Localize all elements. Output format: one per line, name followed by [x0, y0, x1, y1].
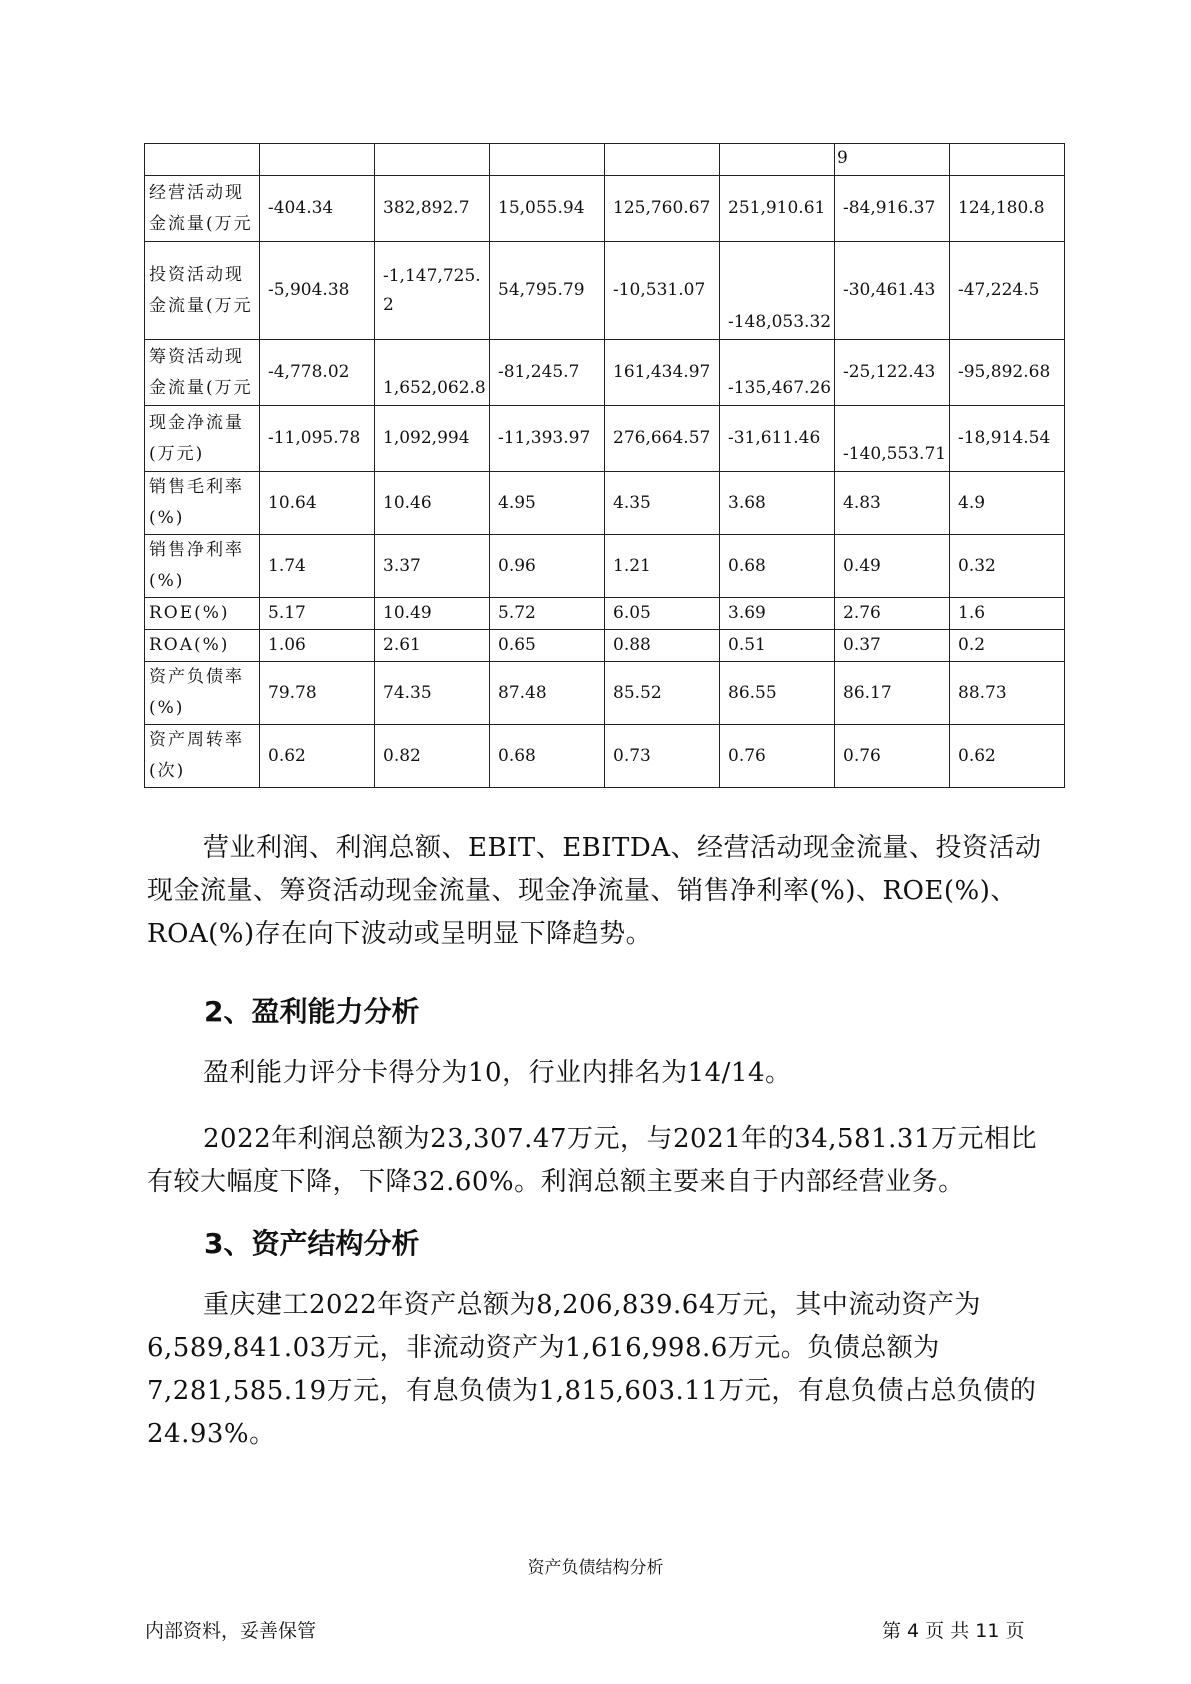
table-cell: 0.76 — [835, 725, 950, 788]
table-row — [145, 176, 1065, 242]
table-cell: -10,531.07 — [605, 242, 720, 340]
table-cell: 0.62 — [260, 725, 375, 788]
table-cell: 0.82 — [375, 725, 490, 788]
table-cell — [720, 144, 835, 176]
row-label: 资产负债率(%) — [145, 662, 260, 725]
table-cell: 4.95 — [490, 472, 605, 535]
table-cell: -84,916.37 — [835, 176, 950, 242]
table-cell: -31,611.46 — [720, 406, 835, 472]
table-cell: -47,224.5 — [950, 242, 1065, 340]
table-cell: 9 — [835, 144, 950, 176]
table-cell: 4.83 — [835, 472, 950, 535]
table-cell — [950, 144, 1065, 176]
table-cell: 86.17 — [835, 662, 950, 725]
table-cell: 124,180.8 — [950, 176, 1065, 242]
row-label: 资产周转率(次) — [145, 725, 260, 788]
table-cell: 0.32 — [950, 535, 1065, 598]
section-heading-asset-structure: 3、资产结构分析 — [204, 1227, 420, 1260]
table-cell: -148,053.32 — [720, 242, 835, 340]
table-cell: 79.78 — [260, 662, 375, 725]
table-cell: 2.61 — [375, 630, 490, 662]
table-cell: 5.72 — [490, 598, 605, 630]
table-cell: -5,904.38 — [260, 242, 375, 340]
table-cell: 0.88 — [605, 630, 720, 662]
table-cell: -135,467.26 — [720, 340, 835, 406]
summary-paragraph: 营业利润、利润总额、EBIT、EBITDA、经营活动现金流量、投资活动现金流量、筹资活动现金流量、现金净流量、销售净利率(%)、ROE(%)、ROA(%)存在向下波动或呈明显下降趋势。 — [147, 833, 1042, 949]
table-row — [145, 535, 1065, 598]
table-cell: 74.35 — [375, 662, 490, 725]
table-cell: 251,910.61 — [720, 176, 835, 242]
table-cell: 86.55 — [720, 662, 835, 725]
asset-structure-paragraph: 重庆建工2022年资产总额为8,206,839.64万元，其中流动资产为6,589,841.03万元，非流动资产为1,616,998.6万元。负债总额为7,281,585.19万元，有息负债为1,815,603.11万元，有息负债占总负债的24.93%。 — [147, 1290, 1037, 1449]
row-label: ROA(%) — [145, 630, 260, 662]
table-cell: 2.76 — [835, 598, 950, 630]
table-cell: 0.73 — [605, 725, 720, 788]
table-cell: 1.74 — [260, 535, 375, 598]
footer-confidential-note: 内部资料，妥善保管 — [145, 1620, 317, 1642]
table-cell — [260, 144, 375, 176]
table-cell: -30,461.43 — [835, 242, 950, 340]
table-cell: 4.9 — [950, 472, 1065, 535]
table-cell: -404.34 — [260, 176, 375, 242]
table-cell: 0.76 — [720, 725, 835, 788]
table-row — [145, 630, 1065, 662]
table-cell — [605, 144, 720, 176]
table-cell: 0.96 — [490, 535, 605, 598]
profit-total-paragraph: 2022年利润总额为23,307.47万元，与2021年的34,581.31万元相比有较大幅度下降，下降32.60%。利润总额主要来自于内部经营业务。 — [147, 1124, 1037, 1197]
table-cell: 161,434.97 — [605, 340, 720, 406]
table-cell: 10.64 — [260, 472, 375, 535]
table-cell: -4,778.02 — [260, 340, 375, 406]
table-cell: -11,095.78 — [260, 406, 375, 472]
table-cell: 0.65 — [490, 630, 605, 662]
table-row — [145, 598, 1065, 630]
table-row — [145, 725, 1065, 788]
table-cell: -1,147,725.2 — [375, 242, 490, 340]
chart-caption: 资产负债结构分析 — [527, 1558, 664, 1578]
profitability-score-paragraph: 盈利能力评分卡得分为10，行业内排名为14/14。 — [203, 1058, 792, 1088]
table-cell: 0.51 — [720, 630, 835, 662]
table-cell: 87.48 — [490, 662, 605, 725]
row-label: 投资活动现金流量(万元 — [145, 242, 260, 340]
table-cell: 1.6 — [950, 598, 1065, 630]
table-cell: 382,892.7 — [375, 176, 490, 242]
table-cell: 3.37 — [375, 535, 490, 598]
table-cell — [375, 144, 490, 176]
table-cell: 5.17 — [260, 598, 375, 630]
row-label: ROE(%) — [145, 598, 260, 630]
row-label: 销售毛利率(%) — [145, 472, 260, 535]
table-cell: 0.2 — [950, 630, 1065, 662]
row-label: 筹资活动现金流量(万元 — [145, 340, 260, 406]
table-cell: 10.49 — [375, 598, 490, 630]
table-cell: 3.68 — [720, 472, 835, 535]
table-cell: 0.68 — [720, 535, 835, 598]
table-cell: 0.49 — [835, 535, 950, 598]
table-cell: 1,092,994 — [375, 406, 490, 472]
table-row — [145, 144, 1065, 176]
table-row — [145, 662, 1065, 725]
footer-page-number: 第 4 页 共 11 页 — [882, 1620, 1025, 1642]
financial-indicators-table — [144, 143, 1065, 788]
table-cell: -81,245.7 — [490, 340, 605, 406]
table-cell: -25,122.43 — [835, 340, 950, 406]
table-cell: 0.62 — [950, 725, 1065, 788]
table-cell: 1,652,062.8 — [375, 340, 490, 406]
table-cell: 54,795.79 — [490, 242, 605, 340]
table-row — [145, 472, 1065, 535]
table-cell: 6.05 — [605, 598, 720, 630]
table-cell: -18,914.54 — [950, 406, 1065, 472]
table-cell: 15,055.94 — [490, 176, 605, 242]
table-row — [145, 406, 1065, 472]
table-cell: 4.35 — [605, 472, 720, 535]
table-cell — [490, 144, 605, 176]
table-cell: 276,664.57 — [605, 406, 720, 472]
table-cell: -11,393.97 — [490, 406, 605, 472]
table-cell: -95,892.68 — [950, 340, 1065, 406]
table-cell: 0.68 — [490, 725, 605, 788]
table-cell: 1.06 — [260, 630, 375, 662]
row-label: 销售净利率(%) — [145, 535, 260, 598]
table-cell: 125,760.67 — [605, 176, 720, 242]
table-cell: 1.21 — [605, 535, 720, 598]
row-label: 现金净流量(万元) — [145, 406, 260, 472]
table-cell: -140,553.71 — [835, 406, 950, 472]
table-cell: 10.46 — [375, 472, 490, 535]
row-label: 经营活动现金流量(万元 — [145, 176, 260, 242]
table-row — [145, 340, 1065, 406]
table-cell: 3.69 — [720, 598, 835, 630]
table-cell: 88.73 — [950, 662, 1065, 725]
table-cell: 85.52 — [605, 662, 720, 725]
table-cell: 0.37 — [835, 630, 950, 662]
table-row — [145, 242, 1065, 340]
section-heading-profitability: 2、盈利能力分析 — [204, 995, 420, 1028]
row-label — [145, 144, 260, 176]
